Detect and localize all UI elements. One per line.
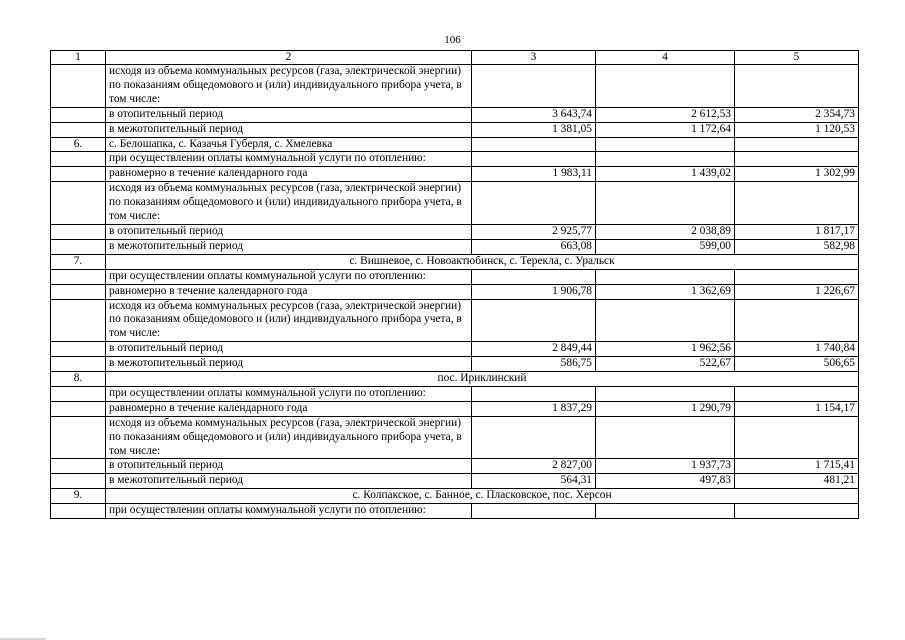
row-description-cell: в межотопительный период xyxy=(106,474,472,489)
value-cell-col4: 1 172,64 xyxy=(596,122,735,137)
value-cell-col5: 1 154,17 xyxy=(735,401,859,416)
row-description-cell: в отопительный период xyxy=(106,107,472,122)
table-row xyxy=(51,342,859,357)
value-cell-col3: 2 849,44 xyxy=(472,342,596,357)
header-cell: 2 xyxy=(106,51,472,65)
row-index-cell xyxy=(51,459,106,474)
empty-cell xyxy=(735,386,859,401)
row-index-cell xyxy=(51,167,106,182)
header-cell: 5 xyxy=(735,51,859,65)
value-cell-col4: 1 439,02 xyxy=(596,167,735,182)
row-index-cell: 7. xyxy=(51,254,106,269)
row-index-cell: 9. xyxy=(51,489,106,504)
empty-cell xyxy=(472,182,596,225)
value-cell-col4: 2 038,89 xyxy=(596,224,735,239)
table-row xyxy=(51,401,859,416)
empty-cell xyxy=(472,386,596,401)
value-cell-col4: 1 290,79 xyxy=(596,401,735,416)
value-cell-col3: 1 906,78 xyxy=(472,284,596,299)
table-row xyxy=(51,299,859,342)
empty-cell xyxy=(596,299,735,342)
value-cell-col5: 582,98 xyxy=(735,239,859,254)
row-index-cell xyxy=(51,239,106,254)
table-row xyxy=(51,284,859,299)
value-cell-col3: 1 837,29 xyxy=(472,401,596,416)
empty-cell xyxy=(596,65,735,108)
table-row xyxy=(51,459,859,474)
empty-cell xyxy=(472,65,596,108)
value-cell-col5: 1 120,53 xyxy=(735,122,859,137)
value-cell-col5: 481,21 xyxy=(735,474,859,489)
empty-cell xyxy=(735,504,859,519)
row-index-cell xyxy=(51,182,106,225)
header-cell: 4 xyxy=(596,51,735,65)
value-cell-col3: 663,08 xyxy=(472,239,596,254)
row-index-cell xyxy=(51,152,106,167)
row-description-cell: в отопительный период xyxy=(106,224,472,239)
table-row xyxy=(51,416,859,459)
value-cell-col4: 1 937,73 xyxy=(596,459,735,474)
empty-cell xyxy=(596,386,735,401)
empty-cell xyxy=(735,299,859,342)
row-index-cell xyxy=(51,284,106,299)
empty-cell xyxy=(472,299,596,342)
empty-cell xyxy=(735,65,859,108)
row-index-cell xyxy=(51,474,106,489)
value-cell-col3: 1 983,11 xyxy=(472,167,596,182)
locality-row xyxy=(51,372,859,387)
empty-cell xyxy=(735,416,859,459)
value-cell-col5: 1 715,41 xyxy=(735,459,859,474)
empty-cell xyxy=(735,152,859,167)
locality-row xyxy=(51,137,859,152)
table-row xyxy=(51,122,859,137)
table-row xyxy=(51,269,859,284)
empty-cell xyxy=(472,152,596,167)
row-index-cell xyxy=(51,269,106,284)
value-cell-col5: 1 740,84 xyxy=(735,342,859,357)
empty-cell xyxy=(735,137,859,152)
value-cell-col4: 599,00 xyxy=(596,239,735,254)
value-cell-col4: 522,67 xyxy=(596,357,735,372)
empty-cell xyxy=(735,182,859,225)
row-index-cell xyxy=(51,504,106,519)
row-description-cell: исходя из объема коммунальных ресурсов (газа, электрической энергии) по показаниям общедомового и (или) индивидуального прибора учета, в том числе: xyxy=(106,299,472,342)
value-cell-col4: 1 962,56 xyxy=(596,342,735,357)
empty-cell xyxy=(596,152,735,167)
row-description-cell: исходя из объема коммунальных ресурсов (газа, электрической энергии) по показаниям общедомового и (или) индивидуального прибора учета, в том числе: xyxy=(106,182,472,225)
empty-cell xyxy=(472,269,596,284)
row-description-cell: исходя из объема коммунальных ресурсов (газа, электрической энергии) по показаниям общедомового и (или) индивидуального прибора учета, в том числе: xyxy=(106,65,472,108)
value-cell-col3: 1 381,05 xyxy=(472,122,596,137)
row-description-cell: в межотопительный период xyxy=(106,239,472,254)
value-cell-col4: 497,83 xyxy=(596,474,735,489)
row-description-cell: в межотопительный период xyxy=(106,122,472,137)
row-index-cell xyxy=(51,65,106,108)
locality-row xyxy=(51,489,859,504)
row-index-cell xyxy=(51,416,106,459)
empty-cell xyxy=(596,182,735,225)
row-index-cell xyxy=(51,122,106,137)
table-row xyxy=(51,239,859,254)
empty-cell xyxy=(596,137,735,152)
value-cell-col5: 1 817,17 xyxy=(735,224,859,239)
table-row xyxy=(51,65,859,108)
row-description-cell: равномерно в течение календарного года xyxy=(106,401,472,416)
row-index-cell xyxy=(51,357,106,372)
tariff-table xyxy=(50,50,859,519)
table-row xyxy=(51,224,859,239)
value-cell-col5: 506,65 xyxy=(735,357,859,372)
value-cell-col3: 2 827,00 xyxy=(472,459,596,474)
row-index-cell xyxy=(51,342,106,357)
empty-cell xyxy=(472,504,596,519)
value-cell-col3: 3 643,74 xyxy=(472,107,596,122)
value-cell-col3: 2 925,77 xyxy=(472,224,596,239)
row-index-cell xyxy=(51,107,106,122)
locality-name-cell: пос. Ириклинский xyxy=(106,372,859,387)
table-row xyxy=(51,107,859,122)
header-cell: 1 xyxy=(51,51,106,65)
row-description-cell: исходя из объема коммунальных ресурсов (газа, электрической энергии) по показаниям общедомового и (или) индивидуального прибора учета, в том числе: xyxy=(106,416,472,459)
row-description-cell: в межотопительный период xyxy=(106,357,472,372)
row-index-cell xyxy=(51,299,106,342)
row-index-cell: 6. xyxy=(51,137,106,152)
row-index-cell xyxy=(51,401,106,416)
table-header-row xyxy=(51,51,859,65)
row-description-cell: при осуществлении оплаты коммунальной услуги по отоплению: xyxy=(106,152,472,167)
row-description-cell: равномерно в течение календарного года xyxy=(106,167,472,182)
table-row xyxy=(51,182,859,225)
row-index-cell xyxy=(51,386,106,401)
table-row xyxy=(51,474,859,489)
empty-cell xyxy=(596,416,735,459)
table-row xyxy=(51,152,859,167)
empty-cell xyxy=(596,504,735,519)
empty-cell xyxy=(472,416,596,459)
table-row xyxy=(51,504,859,519)
empty-cell xyxy=(735,269,859,284)
page-number: 106 xyxy=(444,34,461,46)
locality-name-cell: с. Белошапка, с. Казачья Губерля, с. Хмелевка xyxy=(106,137,472,152)
row-index-cell: 8. xyxy=(51,372,106,387)
row-description-cell: при осуществлении оплаты коммунальной услуги по отоплению: xyxy=(106,269,472,284)
value-cell-col5: 1 226,67 xyxy=(735,284,859,299)
header-cell: 3 xyxy=(472,51,596,65)
value-cell-col5: 2 354,73 xyxy=(735,107,859,122)
row-description-cell: в отопительный период xyxy=(106,342,472,357)
row-description-cell: равномерно в течение календарного года xyxy=(106,284,472,299)
value-cell-col4: 1 362,69 xyxy=(596,284,735,299)
table-row xyxy=(51,167,859,182)
locality-name-cell: с. Колпакское, с. Банное, с. Пласковское, пос. Херсон xyxy=(106,489,859,504)
value-cell-col4: 2 612,53 xyxy=(596,107,735,122)
value-cell-col3: 586,75 xyxy=(472,357,596,372)
table-row xyxy=(51,386,859,401)
empty-cell xyxy=(596,269,735,284)
locality-row xyxy=(51,254,859,269)
value-cell-col5: 1 302,99 xyxy=(735,167,859,182)
table-row xyxy=(51,357,859,372)
row-description-cell: в отопительный период xyxy=(106,459,472,474)
row-description-cell: при осуществлении оплаты коммунальной услуги по отоплению: xyxy=(106,386,472,401)
empty-cell xyxy=(472,137,596,152)
row-index-cell xyxy=(51,224,106,239)
row-description-cell: при осуществлении оплаты коммунальной услуги по отоплению: xyxy=(106,504,472,519)
value-cell-col3: 564,31 xyxy=(472,474,596,489)
locality-name-cell: с. Вишневое, с. Новоактюбинск, с. Терекла, с. Уральск xyxy=(106,254,859,269)
